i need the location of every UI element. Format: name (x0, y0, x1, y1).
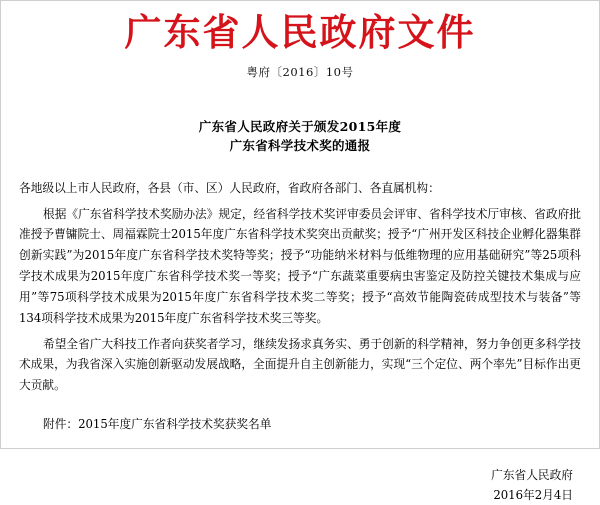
paragraph-salutation: 各地级以上市人民政府，各县（市、区）人民政府，省政府各部门、各直属机构： (19, 180, 440, 195)
title-line-2: 广东省科学技术奖的通报 (229, 138, 371, 154)
masthead (1, 1, 599, 53)
document-number: 粤府〔2016〕10号 (246, 64, 354, 79)
masthead-title: 广东省人民政府文件 (124, 10, 476, 54)
paragraph-body-2: 希望全省广大科技工作者向获奖者学习，继续发扬求真务实、勇于创新的科学精神，努力争创更多科学技术成果，为我省深入实施创新驱动发展战略，全面提升自主创新能力，实现“三个定位、两个率先”目标作出更大贡献。 (19, 336, 581, 393)
sign-date: 2016年2月4日 (493, 487, 573, 502)
paragraph-body-1: 根据《广东省科学技术奖励办法》规定，经省科学技术奖评审委员会评审、省科学技术厅审核、省政府批准授予曹镛院士、周福霖院士2015年度广东省科学技术奖突出贡献奖；授予“广州开发区科技企业孵化器集群创新实践”为2015年度广东省科学技术奖特等奖；授予“功能纳米材料与低维物理的应用基础研究”等25项科学技术成果为2015年度广东省科学技术奖一等奖；授予“广东蔬菜重要病虫害鉴定及防控关键技术集成与应用”等75项科学技术成果为2015年度广东省科学技术奖二等奖；授予“高效节能陶瓷砖成型技术与装备”等134项科学技术成果为2015年度广东省科学技术奖三等奖。 (19, 206, 581, 325)
signature-block (1, 465, 573, 505)
document-title (1, 117, 599, 156)
title-line-1: 广东省人民政府关于颁发2015年度 (198, 118, 402, 134)
attachment-line: 附件：2015年度广东省科学技术奖获奖名单 (43, 416, 272, 431)
document-body (19, 178, 581, 396)
signer-name: 广东省人民政府 (491, 467, 573, 482)
